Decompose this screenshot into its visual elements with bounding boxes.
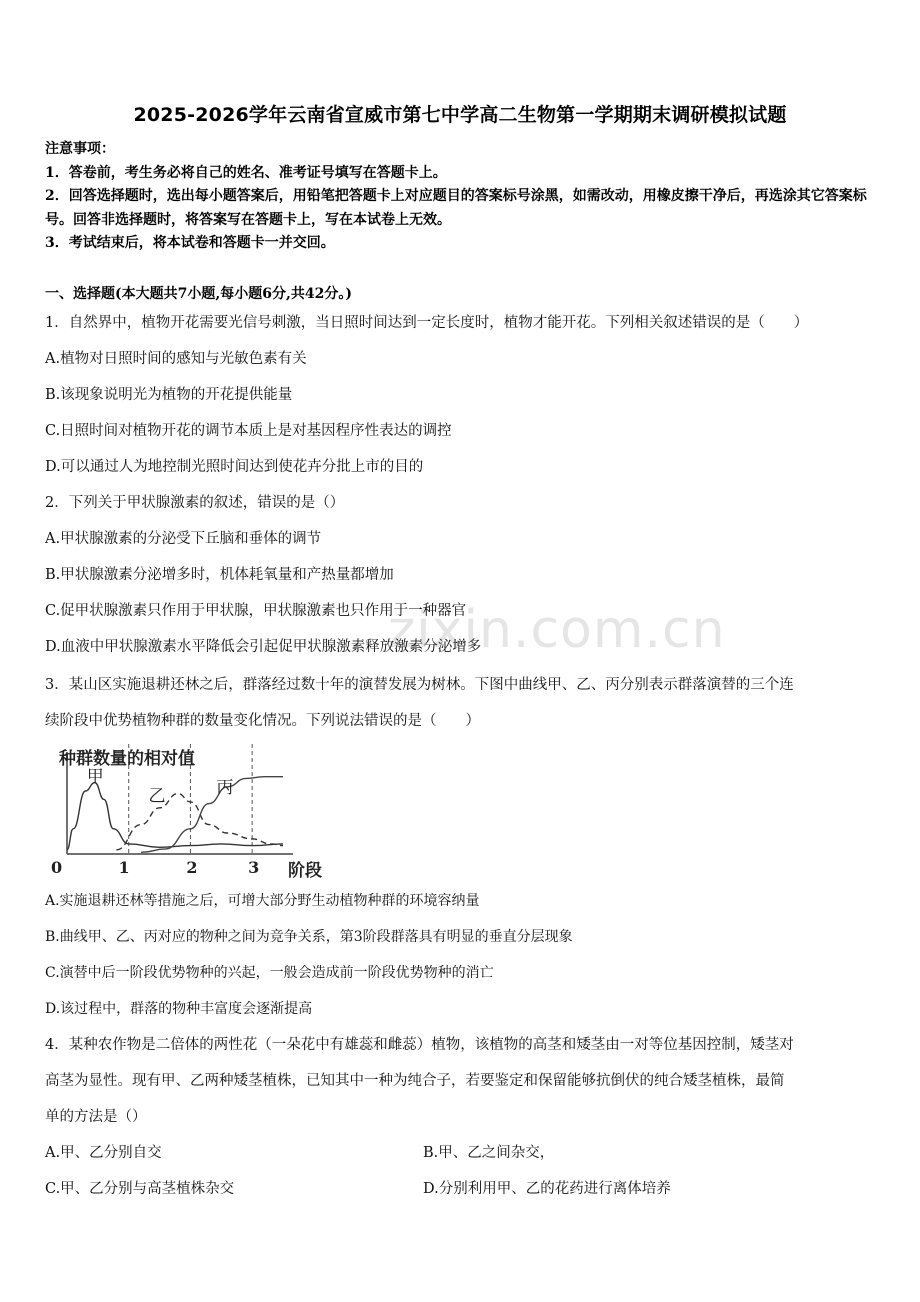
option-a: A.实施退耕还林等措施之后，可增大部分野生动植物种群的环境容纳量 [45,893,480,909]
question-stem: 1．自然界中，植物开花需要光信号刺激，当日照时间达到一定长度时，植物才能开花。下列相关叙述错误的是（ ） [45,315,809,331]
note-item-3: 3．考试结束后，将本试卷和答题卡一并交回。 [45,235,335,251]
option-d: D.分别利用甲、乙的花药进行离体培养 [423,1181,671,1197]
question-stem-line-2: 高茎为显性。现有甲、乙两种矮茎植株，已知其中一种为纯合子，若要鉴定和保留能够抗倒伏的纯合矮茎植株，最简 [45,1073,785,1089]
x-tick-label: 2 [186,858,198,877]
question-stem-line-1: 4．某种农作物是二倍体的两性花（一朵花中有雄蕊和雌蕊）植物，该植物的高茎和矮茎由一对等位基因控制，矮茎对 [45,1037,794,1053]
option-c: C.演替中后一阶段优势物种的兴起，一般会造成前一阶段优势物种的消亡 [45,965,494,981]
notes-block [45,138,885,256]
series-line-2 [116,794,283,850]
chart-svg [45,740,345,885]
option-a: A.甲状腺激素的分泌受下丘脑和垂体的调节 [45,531,322,547]
question-stem-line-2: 续阶段中优势植物种群的数量变化情况。下列说法错误的是（ ） [45,713,480,729]
question-3-options [45,883,881,1027]
option-c: C.甲、乙分别与高茎植株杂交 [45,1181,235,1197]
option-b: B.曲线甲、乙、丙对应的物种之间为竞争关系，第3阶段群落具有明显的垂直分层现象 [45,929,573,945]
page-title: 2025-2026学年云南省宣威市第七中学高二生物第一学期期末调研模拟试题 [133,104,787,126]
option-b: B.该现象说明光为植物的开花提供能量 [45,387,293,403]
question-3 [45,667,881,739]
note-item-1: 1．答卷前，考生务必将自己的姓名、准考证号填写在答题卡上。 [45,164,447,181]
series-label-3: 丙 [216,778,234,799]
series-label-2: 乙 [148,786,166,807]
option-b: B.甲、乙之间杂交， [423,1145,555,1161]
population-chart [45,740,345,885]
note-item-2: 2．回答选择题时，选出每小题答案后，用铅笔把答题卡上对应题目的答案标号涂黑，如需改动，用橡皮擦干净后，再选涂其它答案标号。回答非选择题时，将答案写在答题卡上，写在本试卷上无效。 [45,188,867,228]
options-row-2 [45,1171,881,1207]
option-a: A.甲、乙分别自交 [45,1145,162,1161]
option-b: B.甲状腺激素分泌增多时，机体耗氧量和产热量都增加 [45,567,394,583]
option-d: D.血液中甲状腺激素水平降低会引起促甲状腺激素释放激素分泌增多 [45,639,482,655]
question-1 [45,305,881,485]
question-4 [45,1027,881,1207]
series-line-1 [67,783,283,850]
question-2 [45,485,881,665]
x-tick-label: 3 [248,858,260,877]
option-d: D.可以通过人为地控制光照时间达到使花卉分批上市的目的 [45,459,424,475]
question-stem-line-3: 单的方法是（） [45,1109,147,1125]
x-axis-label: 阶段 [288,861,322,881]
section-heading: 一、选择题(本大题共7小题,每小题6分,共42分。) [45,286,352,302]
question-stem: 2．下列关于甲状腺激素的叙述，错误的是（） [45,495,345,511]
option-c: C.促甲状腺激素只作用于甲状腺，甲状腺激素也只作用于一种器官 [45,603,467,619]
options-row-1 [45,1135,881,1171]
option-a: A.植物对日照时间的感知与光敏色素有关 [45,351,307,367]
x-tick-label: 1 [118,858,130,877]
notes-heading: 注意事项： [45,141,115,157]
option-d: D.该过程中，群落的物种丰富度会逐渐提高 [45,1001,313,1017]
series-label-1: 甲 [86,767,104,788]
question-stem-line-1: 3．某山区实施退耕还林之后，群落经过数十年的演替发展为树林。下图中曲线甲、乙、丙分别表示群落演替的三个连 [45,677,794,693]
option-c: C.日照时间对植物开花的调节本质上是对基因程序性表达的调控 [45,423,452,439]
y-axis-label: 种群数量的相对值 [59,749,195,769]
x-tick-label: 0 [51,858,63,877]
watermark: zixin.com.cn [388,600,726,660]
